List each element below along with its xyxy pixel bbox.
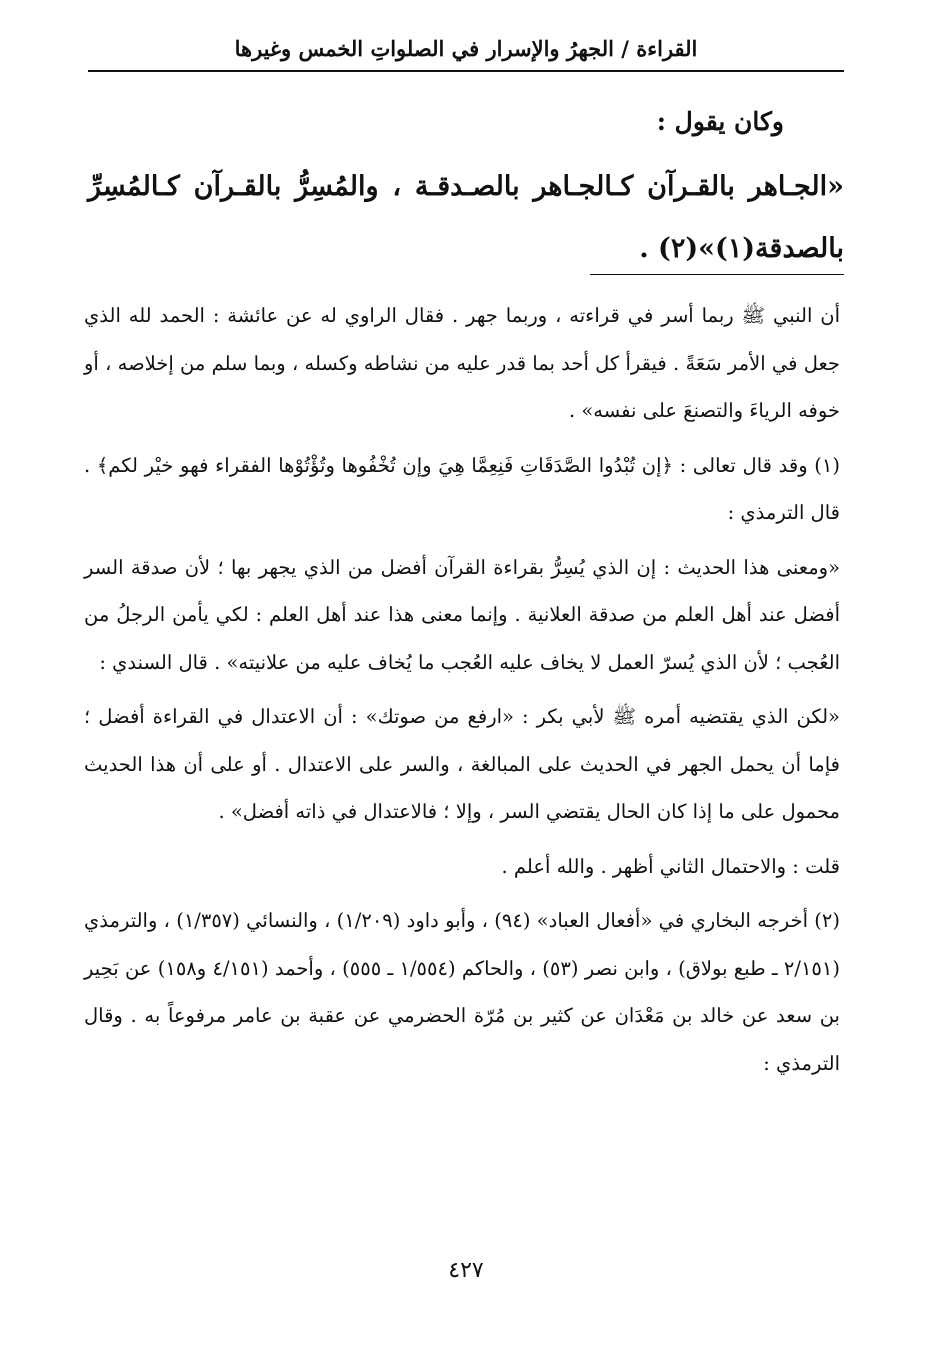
page-number: ٤٢٧ (448, 1258, 484, 1283)
running-title: القراءة / الجهرُ والإسرار في الصلواتِ الخمس وغيرها (234, 36, 698, 61)
footnote-2: (٢) أخرجه البخاري في «أفعال العباد» (٩٤) ، وأبو داود (١/٢٠٩) ، والنسائي (١/٣٥٧) ، والترمذي (٢/١٥١ ـ طبع بولاق) ، وابن نصر (٥٣) ، والحاكم (١/٥٥٤ ـ ٥٥٥) ، وأحمد (٤/١٥١ و١٥٨) عن بَحِير بن سعد عن خالد بن مَعْدَان عن كثير بن مُرّة الحضرمي عن عقبة بن عامر مرفوعاً به . وقال الترمذي : (84, 909, 840, 1075)
footnote-1-tirmidhi-quote: «ومعنى هذا الحديث : إن الذي يُسِرُّ بقراءة القرآن أفضل من الذي يجهر بها ؛ لأن صدقة السر أفضل عند أهل العلم من صدقة العلانية . وإنما معنى هذا عند أهل العلم : لكي يأمن الرجلُ من العُجب ؛ لأن الذي يُسرّ العمل لا يخاف عليه العُجب ما يُخاف عليه من علانيته» . قال السندي : (84, 555, 840, 674)
footnote-1-author-comment: قلت : والاحتمال الثاني أظهر . والله أعلم . (501, 854, 840, 878)
footnote-1: (١) وقد قال تعالى : ﴿إن تُبْدُوا الصَّدَقَاتِ فَنِعِمَّا هِيَ وإن تُخْفُوها وتُؤْتُوْها الفقراء فهو خيْر لكم﴾ . قال الترمذي : (84, 453, 840, 524)
header-rule (88, 70, 844, 72)
hadith-text: «الجـاهر بالقـرآن كـالجـاهر بالصـدقـة ، والمُسِرُّ بالقـرآن كـالمُسِرِّ بالصدقة(١)»(٢) . (88, 171, 844, 264)
intro-line: وكان يقول : (656, 107, 784, 136)
footnotes (84, 292, 840, 1094)
footnote-separator (590, 274, 844, 275)
footnote-continuation: أن النبي ﷺ ربما أسر في قراءته ، وربما جهر . فقال الراوي له عن عائشة : الحمد لله الذي جعل في الأمر سَعَةً . فيقرأ كل أحد بما قدر عليه من نشاطه وكسله ، وبما سلم من إخلاصه ، أو خوفه الرياءَ والتصنعَ على نفسه» . (84, 304, 840, 422)
footnote-1-sindi-quote: «لكن الذي يقتضيه أمره ﷺ لأبي بكر : «ارفع من صوتك» : أن الاعتدال في القراءة أفضل ؛ فإما أن يحمل الجهر في الحديث على المبالغة ، والسر على الاعتدال . أو على أن هذا الحديث محمول على ما إذا كان الحال يقتضي السر ، وإلا ؛ فالاعتدال في ذاته أفضل» . (84, 705, 840, 823)
